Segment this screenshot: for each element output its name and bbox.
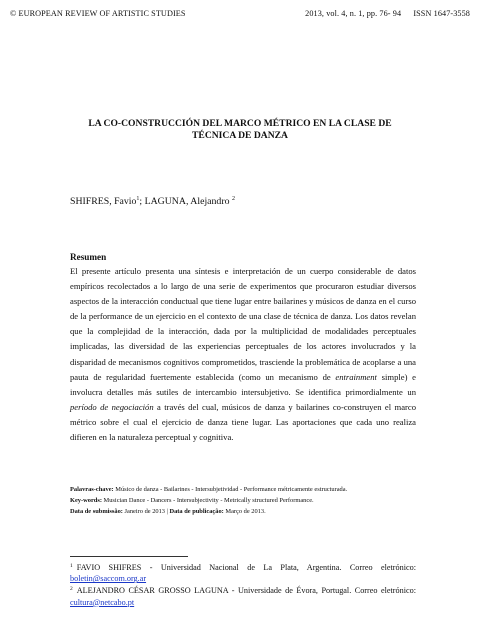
footnote-1-mark: 1	[70, 563, 73, 569]
palavras-chave-line	[70, 484, 420, 495]
footnote-2-text: ALEJANDRO CÉSAR GROSSO LAGUNA - Universidade de Évora, Portugal. Correo eletrónico:	[76, 586, 416, 596]
volume-issn	[295, 9, 470, 18]
abstract-text-part-3: a través del cual, músicos de danza y bailarines co-construyen el marco métrico sobre el cual el ejercicio de danza tiene lugar. Las aportaciones que cada uno realiza difieren en la naturaleza perceptual y cognitiva.	[70, 401, 416, 443]
title-line-1: LA CO-CONSTRUCCIÓN DEL MARCO MÉTRICO EN LA CLASE DE	[88, 118, 392, 129]
footnotes-section	[70, 561, 416, 608]
footnote-1-email-link[interactable]: boletin@saccom.org.ar	[70, 574, 147, 584]
abstract-text-part-2: simple) e involucra detalles más sutiles de intercambio intersubjetivo. Se identifica primordialmente un	[70, 371, 416, 397]
publication-value: Março de 2013.	[223, 508, 266, 515]
footnote-2-email-link[interactable]: cultura@netcabo.pt	[70, 597, 135, 607]
author-2-footnote-mark[interactable]: 2	[231, 196, 235, 202]
abstract-term-negociacion: período de negociación	[70, 401, 154, 412]
key-words-line	[70, 495, 420, 506]
key-words-value: Musician Dance - Dancers - Intersubjectivity - Metrically structured Performance.	[101, 497, 314, 504]
palavras-chave-label: Palavras-chave:	[70, 486, 114, 493]
author-separator: ;	[139, 196, 145, 207]
abstract-section	[70, 252, 416, 445]
dates-line	[70, 506, 420, 517]
author-1: SHIFRES, Favio	[70, 196, 137, 207]
journal-header	[10, 9, 470, 18]
footnote-1-text: FAVIO SHIFRES - Universidad Nacional de La Plata, Argentina. Correo eletrónico:	[76, 563, 416, 572]
article-title	[60, 118, 420, 142]
keywords-section	[70, 484, 420, 517]
title-line-2: TÉCNICA DE DANZA	[192, 130, 288, 141]
palavras-chave-value: Músico de danza - Bailarines - Intersubjetividad - Performance métricamente estructurada.	[113, 486, 348, 493]
footnote-2	[70, 584, 416, 607]
volume-info: 2013, vol. 4, n. 1, pp. 76- 94	[305, 9, 402, 18]
abstract-term-entrainment: entrainment	[335, 371, 377, 382]
footnote-2-mark: 2	[70, 586, 73, 593]
authors-line	[70, 196, 235, 207]
footnote-1	[70, 561, 416, 584]
submission-value: Janeiro de 2013 |	[122, 508, 170, 515]
submission-label: Data de submissão:	[70, 508, 123, 515]
author-2: LAGUNA, Alejandro	[144, 196, 230, 207]
author-1-footnote-mark[interactable]: 1	[136, 196, 140, 202]
journal-name: © EUROPEAN REVIEW OF ARTISTIC STUDIES	[10, 9, 186, 18]
abstract-text-part-1: El presente artículo presenta una síntesis e interpretación de un cuerpo considerable de datos empíricos recolectados a lo largo de una serie de experimentos que procuraron estudiar diversos aspectos de la interacción conductual que tiene lugar entre bailarines y músicos de danza en el curso de la performance de un ejercicio en el contexto de una clase de técnica de danza. Los datos revelan que la complejidad de la interacción, dada por la multiplicidad de modalidades perceptuales implicadas, las diversidad de las experiencias perceptuales de los actores involucrados y la disparidad de mecanismos cognitivos comprometidos, trasciende la problemática de acoplarse a una pauta de regularidad fuertemente establecida (como un mecanismo de	[70, 266, 416, 382]
footnote-divider	[70, 556, 188, 557]
abstract-text	[70, 264, 416, 445]
key-words-label: Key-words:	[70, 497, 102, 504]
publication-label: Data de publicação:	[169, 508, 224, 515]
abstract-heading: Resumen	[70, 252, 107, 262]
issn: ISSN 1647-3558	[413, 9, 470, 18]
